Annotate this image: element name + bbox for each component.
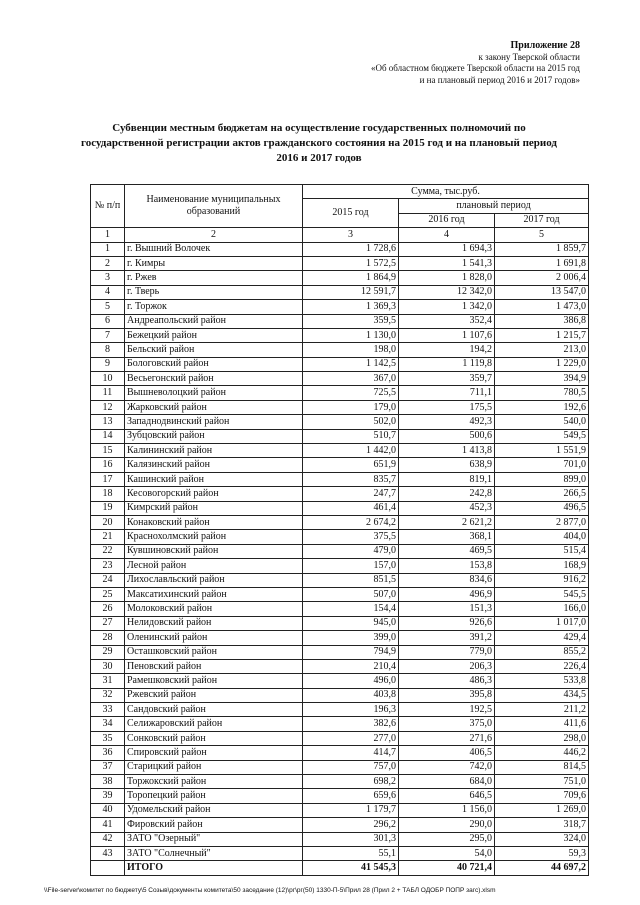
row-number: 41 — [91, 818, 125, 832]
value-2016: 492,3 — [399, 415, 495, 429]
table-row — [91, 501, 589, 515]
municipality-name: Рамешковский район — [125, 674, 303, 688]
value-2016: 242,8 — [399, 487, 495, 501]
value-2017: 434,5 — [495, 688, 589, 702]
row-number: 36 — [91, 746, 125, 760]
file-path-footer: \\File-server\комитет по бюджету\5 Созыв\документы комитета\50 заседание (12)\рг\рг(50) 1330-П-5\Прил 28 (Прил 2 + ТАБЛ ОДОБР ПОПР загс).xlsm — [44, 887, 496, 894]
value-2015: 479,0 — [303, 544, 399, 558]
municipality-name: Вышневолоцкий район — [125, 386, 303, 400]
column-number-2: 2 — [125, 228, 303, 242]
value-2016: 151,3 — [399, 602, 495, 616]
value-2017: 266,5 — [495, 487, 589, 501]
value-2017: 1 215,7 — [495, 328, 589, 342]
value-2017: 515,4 — [495, 544, 589, 558]
municipality-name: Торжокский район — [125, 775, 303, 789]
value-2017: 318,7 — [495, 818, 589, 832]
municipality-name: Лесной район — [125, 559, 303, 573]
value-2016: 834,6 — [399, 573, 495, 587]
value-2017: 446,2 — [495, 746, 589, 760]
value-2017: 751,0 — [495, 775, 589, 789]
municipality-name: Максатихинский район — [125, 587, 303, 601]
municipality-name: Калининский район — [125, 444, 303, 458]
value-2015: 1 442,0 — [303, 444, 399, 458]
value-2016: 496,9 — [399, 587, 495, 601]
table-row — [91, 674, 589, 688]
table-row — [91, 602, 589, 616]
row-number: 31 — [91, 674, 125, 688]
value-2017: 211,2 — [495, 703, 589, 717]
row-number: 30 — [91, 659, 125, 673]
value-2016: 290,0 — [399, 818, 495, 832]
row-number: 7 — [91, 328, 125, 342]
value-2016: 192,5 — [399, 703, 495, 717]
municipality-name: Западнодвинский район — [125, 415, 303, 429]
value-2016: 359,7 — [399, 372, 495, 386]
value-2015: 2 674,2 — [303, 515, 399, 529]
appendix-line-1: к закону Тверской области — [478, 51, 580, 62]
value-2015: 179,0 — [303, 400, 399, 414]
value-2016: 486,3 — [399, 674, 495, 688]
value-2017: 226,4 — [495, 659, 589, 673]
value-2016: 391,2 — [399, 631, 495, 645]
value-2015: 851,5 — [303, 573, 399, 587]
value-2017: 709,6 — [495, 789, 589, 803]
table-row — [91, 357, 589, 371]
municipality-name: г. Тверь — [125, 285, 303, 299]
total-2017: 44 697,2 — [495, 861, 589, 875]
municipality-name: Сонковский район — [125, 731, 303, 745]
appendix-line-3: и на плановый период 2016 и 2017 годов» — [419, 74, 580, 85]
municipality-name: Кимрский район — [125, 501, 303, 515]
value-2017: 701,0 — [495, 458, 589, 472]
value-2016: 406,5 — [399, 746, 495, 760]
municipality-name: Кашинский район — [125, 472, 303, 486]
total-number-cell — [91, 861, 125, 875]
value-2016: 352,4 — [399, 314, 495, 328]
appendix-label: Приложение 28 — [510, 40, 580, 51]
document-title: Субвенции местным бюджетам на осуществление государственных полномочий по государственной регистрации актов гражданского состояния на 2015 год и на плановый период 2016 и 2017 годов — [81, 122, 557, 164]
row-number: 19 — [91, 501, 125, 515]
row-number: 32 — [91, 688, 125, 702]
table-row — [91, 659, 589, 673]
table-row — [91, 400, 589, 414]
table-row — [91, 846, 589, 860]
row-number: 9 — [91, 357, 125, 371]
value-2015: 414,7 — [303, 746, 399, 760]
value-2017: 540,0 — [495, 415, 589, 429]
table-row — [91, 314, 589, 328]
value-2015: 835,7 — [303, 472, 399, 486]
municipality-name: Торопецкий район — [125, 789, 303, 803]
municipality-name: Калязинский район — [125, 458, 303, 472]
value-2017: 386,8 — [495, 314, 589, 328]
table-row — [91, 731, 589, 745]
row-number: 35 — [91, 731, 125, 745]
value-2016: 779,0 — [399, 645, 495, 659]
municipality-name: г. Кимры — [125, 256, 303, 270]
table-row — [91, 645, 589, 659]
row-number: 14 — [91, 429, 125, 443]
value-2015: 502,0 — [303, 415, 399, 429]
value-2016: 375,0 — [399, 717, 495, 731]
value-2015: 1 369,3 — [303, 300, 399, 314]
value-2017: 13 547,0 — [495, 285, 589, 299]
row-number: 17 — [91, 472, 125, 486]
value-2017: 1 229,0 — [495, 357, 589, 371]
municipality-name: Зубцовский район — [125, 429, 303, 443]
municipality-name: Конаковский район — [125, 515, 303, 529]
value-2017: 2 877,0 — [495, 515, 589, 529]
value-2015: 12 591,7 — [303, 285, 399, 299]
value-2015: 403,8 — [303, 688, 399, 702]
municipality-name: Краснохолмский район — [125, 530, 303, 544]
table-row — [91, 760, 589, 774]
value-2015: 461,4 — [303, 501, 399, 515]
table-row — [91, 372, 589, 386]
row-number: 6 — [91, 314, 125, 328]
value-2016: 1 107,6 — [399, 328, 495, 342]
value-2015: 1 728,6 — [303, 242, 399, 256]
table-row — [91, 818, 589, 832]
table-row — [91, 703, 589, 717]
row-number: 25 — [91, 587, 125, 601]
table-row — [91, 429, 589, 443]
table-row — [91, 458, 589, 472]
value-2016: 175,5 — [399, 400, 495, 414]
value-2015: 794,9 — [303, 645, 399, 659]
municipality-name: Лихославльский район — [125, 573, 303, 587]
value-2015: 1 572,5 — [303, 256, 399, 270]
value-2017: 916,2 — [495, 573, 589, 587]
value-2017: 168,9 — [495, 559, 589, 573]
value-2015: 651,9 — [303, 458, 399, 472]
municipality-name: Осташковский район — [125, 645, 303, 659]
table-body — [91, 242, 589, 861]
row-number: 12 — [91, 400, 125, 414]
value-2017: 1 691,8 — [495, 256, 589, 270]
value-2016: 1 413,8 — [399, 444, 495, 458]
value-2015: 725,5 — [303, 386, 399, 400]
value-2016: 54,0 — [399, 846, 495, 860]
row-number: 5 — [91, 300, 125, 314]
row-number: 20 — [91, 515, 125, 529]
municipality-name: Весьегонский район — [125, 372, 303, 386]
value-2015: 382,6 — [303, 717, 399, 731]
header-sum: Сумма, тыс.руб. — [303, 185, 589, 199]
municipality-name: Кувшиновский район — [125, 544, 303, 558]
value-2015: 399,0 — [303, 631, 399, 645]
value-2017: 166,0 — [495, 602, 589, 616]
value-2017: 549,5 — [495, 429, 589, 443]
municipality-name: г. Ржев — [125, 271, 303, 285]
table-row — [91, 285, 589, 299]
value-2015: 367,0 — [303, 372, 399, 386]
row-number: 22 — [91, 544, 125, 558]
value-2017: 394,9 — [495, 372, 589, 386]
table-row — [91, 472, 589, 486]
value-2015: 1 142,5 — [303, 357, 399, 371]
row-number: 3 — [91, 271, 125, 285]
value-2016: 452,3 — [399, 501, 495, 515]
value-2016: 395,8 — [399, 688, 495, 702]
value-2016: 1 541,3 — [399, 256, 495, 270]
value-2015: 157,0 — [303, 559, 399, 573]
value-2017: 780,5 — [495, 386, 589, 400]
municipality-name: Спировский район — [125, 746, 303, 760]
table-row — [91, 487, 589, 501]
table-row — [91, 242, 589, 256]
table-row — [91, 415, 589, 429]
value-2015: 296,2 — [303, 818, 399, 832]
row-number: 43 — [91, 846, 125, 860]
row-number: 15 — [91, 444, 125, 458]
header-number: № п/п — [91, 185, 125, 228]
header-name: Наименование муниципальных образований — [125, 185, 303, 228]
column-number-5: 5 — [495, 228, 589, 242]
table-row — [91, 631, 589, 645]
table-row — [91, 616, 589, 630]
row-number: 4 — [91, 285, 125, 299]
value-2017: 533,8 — [495, 674, 589, 688]
value-2015: 375,5 — [303, 530, 399, 544]
row-number: 11 — [91, 386, 125, 400]
value-2016: 819,1 — [399, 472, 495, 486]
value-2017: 404,0 — [495, 530, 589, 544]
value-2017: 298,0 — [495, 731, 589, 745]
value-2015: 496,0 — [303, 674, 399, 688]
value-2017: 1 017,0 — [495, 616, 589, 630]
value-2015: 198,0 — [303, 343, 399, 357]
value-2017: 1 551,9 — [495, 444, 589, 458]
table-row — [91, 717, 589, 731]
total-row — [91, 861, 589, 875]
municipality-name: Фировский район — [125, 818, 303, 832]
value-2016: 295,0 — [399, 832, 495, 846]
municipality-name: Молоковский район — [125, 602, 303, 616]
column-number-3: 3 — [303, 228, 399, 242]
subventions-table — [90, 184, 589, 876]
total-2016: 40 721,4 — [399, 861, 495, 875]
value-2017: 324,0 — [495, 832, 589, 846]
header-2017: 2017 год — [495, 213, 589, 227]
table-row — [91, 559, 589, 573]
table-row — [91, 386, 589, 400]
value-2016: 1 156,0 — [399, 803, 495, 817]
value-2015: 55,1 — [303, 846, 399, 860]
value-2016: 638,9 — [399, 458, 495, 472]
value-2017: 192,6 — [495, 400, 589, 414]
value-2015: 757,0 — [303, 760, 399, 774]
row-number: 28 — [91, 631, 125, 645]
total-label: ИТОГО — [125, 861, 303, 875]
row-number: 27 — [91, 616, 125, 630]
municipality-name: ЗАТО "Озерный" — [125, 832, 303, 846]
value-2015: 196,3 — [303, 703, 399, 717]
row-number: 2 — [91, 256, 125, 270]
table-row — [91, 300, 589, 314]
value-2017: 545,5 — [495, 587, 589, 601]
header-plan-period: плановый период — [399, 199, 589, 213]
value-2015: 659,6 — [303, 789, 399, 803]
row-number: 37 — [91, 760, 125, 774]
value-2015: 359,5 — [303, 314, 399, 328]
municipality-name: Старицкий район — [125, 760, 303, 774]
value-2015: 154,4 — [303, 602, 399, 616]
value-2017: 496,5 — [495, 501, 589, 515]
value-2016: 153,8 — [399, 559, 495, 573]
row-number: 38 — [91, 775, 125, 789]
header-2016: 2016 год — [399, 213, 495, 227]
table-row — [91, 544, 589, 558]
header-2015: 2015 год — [303, 199, 399, 228]
value-2016: 2 621,2 — [399, 515, 495, 529]
municipality-name: Кесовогорский район — [125, 487, 303, 501]
table-row — [91, 587, 589, 601]
value-2017: 899,0 — [495, 472, 589, 486]
value-2015: 507,0 — [303, 587, 399, 601]
value-2017: 1 269,0 — [495, 803, 589, 817]
value-2016: 1 119,8 — [399, 357, 495, 371]
municipality-name: Нелидовский район — [125, 616, 303, 630]
value-2015: 1 864,9 — [303, 271, 399, 285]
value-2015: 1 130,0 — [303, 328, 399, 342]
appendix-line-2: «Об областном бюджете Тверской области на 2015 год — [370, 63, 580, 73]
table-row — [91, 746, 589, 760]
value-2017: 814,5 — [495, 760, 589, 774]
appendix-block — [320, 40, 580, 86]
municipality-name: Селижаровский район — [125, 717, 303, 731]
table-row — [91, 775, 589, 789]
value-2015: 698,2 — [303, 775, 399, 789]
value-2017: 1 473,0 — [495, 300, 589, 314]
value-2016: 271,6 — [399, 731, 495, 745]
value-2016: 1 342,0 — [399, 300, 495, 314]
municipality-name: Ржевский район — [125, 688, 303, 702]
value-2017: 1 859,7 — [495, 242, 589, 256]
value-2016: 12 342,0 — [399, 285, 495, 299]
table-row — [91, 343, 589, 357]
value-2016: 500,6 — [399, 429, 495, 443]
value-2016: 206,3 — [399, 659, 495, 673]
municipality-name: Андреапольский район — [125, 314, 303, 328]
column-number-4: 4 — [399, 228, 495, 242]
total-2015: 41 545,3 — [303, 861, 399, 875]
value-2016: 646,5 — [399, 789, 495, 803]
row-number: 40 — [91, 803, 125, 817]
row-number: 39 — [91, 789, 125, 803]
value-2017: 411,6 — [495, 717, 589, 731]
row-number: 42 — [91, 832, 125, 846]
municipality-name: Удомельский район — [125, 803, 303, 817]
value-2016: 684,0 — [399, 775, 495, 789]
row-number: 33 — [91, 703, 125, 717]
value-2016: 926,6 — [399, 616, 495, 630]
value-2017: 59,3 — [495, 846, 589, 860]
municipality-name: Пеновский район — [125, 659, 303, 673]
value-2015: 945,0 — [303, 616, 399, 630]
value-2017: 213,0 — [495, 343, 589, 357]
row-number: 23 — [91, 559, 125, 573]
municipality-name: Бежецкий район — [125, 328, 303, 342]
municipality-name: г. Торжок — [125, 300, 303, 314]
row-number: 18 — [91, 487, 125, 501]
row-number: 26 — [91, 602, 125, 616]
table-row — [91, 573, 589, 587]
row-number: 8 — [91, 343, 125, 357]
value-2017: 855,2 — [495, 645, 589, 659]
municipality-name: г. Вышний Волочек — [125, 242, 303, 256]
row-number: 24 — [91, 573, 125, 587]
table-row — [91, 789, 589, 803]
value-2017: 2 006,4 — [495, 271, 589, 285]
value-2016: 368,1 — [399, 530, 495, 544]
table-row — [91, 515, 589, 529]
row-number: 34 — [91, 717, 125, 731]
value-2016: 1 828,0 — [399, 271, 495, 285]
value-2015: 1 179,7 — [303, 803, 399, 817]
column-number-1: 1 — [91, 228, 125, 242]
table-row — [91, 328, 589, 342]
value-2017: 429,4 — [495, 631, 589, 645]
row-number: 29 — [91, 645, 125, 659]
row-number: 1 — [91, 242, 125, 256]
value-2015: 277,0 — [303, 731, 399, 745]
table-row — [91, 530, 589, 544]
value-2015: 301,3 — [303, 832, 399, 846]
table-row — [91, 271, 589, 285]
municipality-name: Сандовский район — [125, 703, 303, 717]
municipality-name: Бельский район — [125, 343, 303, 357]
table-row — [91, 688, 589, 702]
row-number: 21 — [91, 530, 125, 544]
table-row — [91, 803, 589, 817]
municipality-name: Бологовский район — [125, 357, 303, 371]
table-row — [91, 832, 589, 846]
value-2016: 469,5 — [399, 544, 495, 558]
row-number: 13 — [91, 415, 125, 429]
value-2016: 742,0 — [399, 760, 495, 774]
table-row — [91, 444, 589, 458]
value-2015: 210,4 — [303, 659, 399, 673]
municipality-name: Оленинский район — [125, 631, 303, 645]
table-row — [91, 256, 589, 270]
row-number: 16 — [91, 458, 125, 472]
value-2016: 711,1 — [399, 386, 495, 400]
municipality-name: Жарковский район — [125, 400, 303, 414]
value-2015: 247,7 — [303, 487, 399, 501]
value-2016: 194,2 — [399, 343, 495, 357]
value-2016: 1 694,3 — [399, 242, 495, 256]
value-2015: 510,7 — [303, 429, 399, 443]
row-number: 10 — [91, 372, 125, 386]
municipality-name: ЗАТО "Солнечный" — [125, 846, 303, 860]
